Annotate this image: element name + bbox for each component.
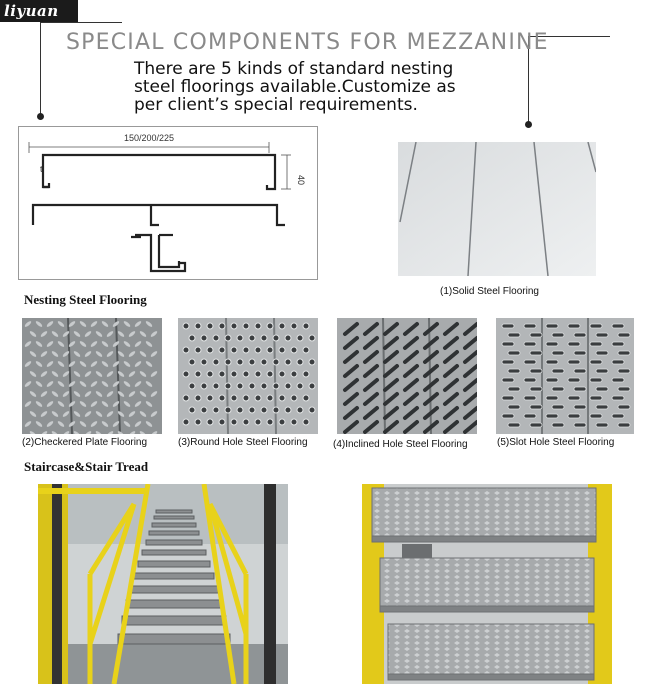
intro-text [134,60,494,114]
guide-line-left-vertical [40,22,41,116]
inclined-hole-photo [337,318,477,434]
guide-line-top-left [40,22,122,23]
checkered-plate-photo [22,318,162,434]
guide-dot-right [525,121,532,128]
height-dimension-label: 40 [296,175,306,186]
brand-logo: liyuan [0,0,78,22]
caption-inclined-hole: (4)Inclined Hole Steel Flooring [333,439,468,450]
intro-line-3: per client’s special requirements. [134,95,418,115]
width-dimension-label: 150/200/225 [123,133,175,143]
slot-hole-photo [496,318,634,434]
guide-dot-left [37,113,44,120]
intro-line-2: steel floorings available.Customize as [134,77,456,97]
caption-round-hole: (3)Round Hole Steel Flooring [178,437,308,448]
thickness-label: t [40,164,43,174]
round-hole-photo [178,318,318,434]
section-heading-nesting: Nesting Steel Flooring [24,292,147,307]
caption-slot-hole: (5)Slot Hole Steel Flooring [497,437,615,448]
section-heading-staircase: Staircase&Stair Tread [24,459,149,474]
stair-tread-photo [362,484,612,684]
caption-checkered-plate: (2)Checkered Plate Flooring [22,437,148,448]
flooring-profile-drawing [18,126,318,280]
caption-solid-steel-flooring: (1)Solid Steel Flooring [440,286,539,297]
solid-steel-flooring-photo [398,142,596,276]
page-title: SPECIAL COMPONENTS FOR MEZZANINE [66,30,549,55]
staircase-photo [38,484,288,684]
intro-line-1: There are 5 kinds of standard nesting [134,59,454,79]
